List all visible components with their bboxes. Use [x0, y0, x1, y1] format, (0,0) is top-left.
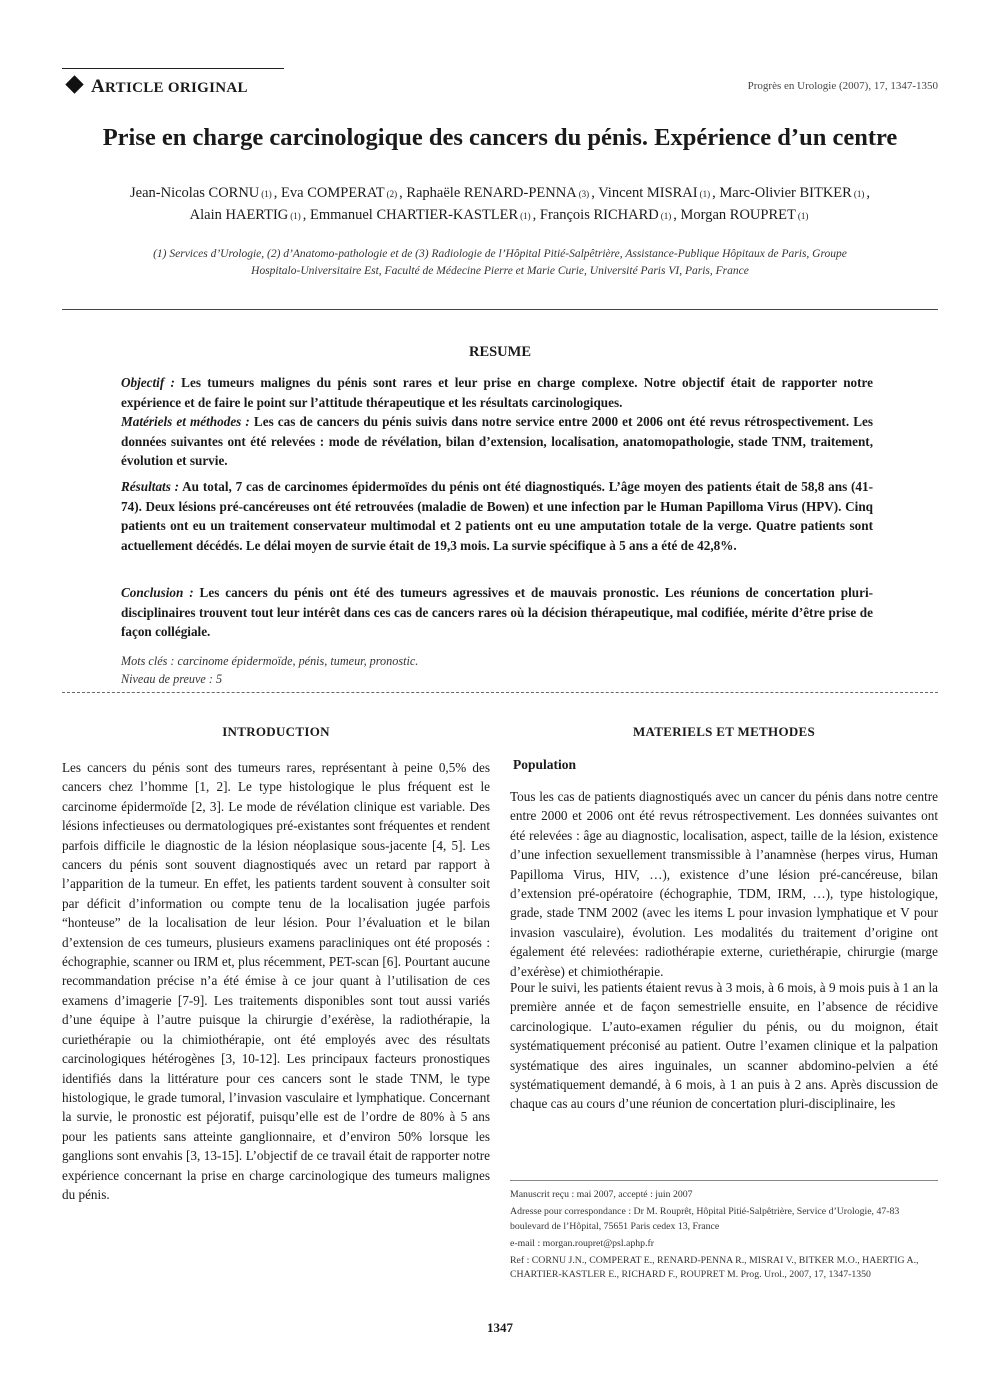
methods-heading: MATERIELS ET METHODES — [632, 724, 816, 739]
diamond-icon — [65, 75, 83, 93]
author-affiliation-mark: (1) — [853, 189, 865, 199]
affiliation-line-2: Hospitalo-Universitaire Est, Faculté de Médecine Pierre et Marie Curie, Université Paris VI, Paris, France — [251, 265, 749, 277]
abstract-divider — [62, 692, 938, 693]
footnote — [510, 1188, 938, 1286]
methods-text: Les cas de cancers du pénis suivis dans notre service entre 2000 et 2006 ont été revus rétrospectivement. Les données suivantes ont été relevées : mode de révélation, bilan d’extension, localisation, anatomopathologie, stade TNM, traitement, évolution et survie. — [121, 414, 874, 469]
affiliation-line-1: (1) Services d’Urologie, (2) d’Anatomo-pathologie et de (3) Radiologie de l’Hôpital Pitié-Salpêtrière, Assistance-Publique Hôpitaux de Paris, Groupe — [153, 248, 847, 260]
keywords-block — [121, 652, 418, 688]
introduction-heading: INTRODUCTION — [222, 724, 330, 739]
author-name: Vincent MISRAI — [598, 185, 698, 201]
conclusion-text: Les cancers du pénis ont été des tumeurs agressives et de mauvais pronostic. Les réunions de concertation pluri-disciplinaires trouvent tout leur intérêt dans ces cas de cancers rares où la décision thérapeutique, mal codifiée, mérite d’être prise de façon collégiale. — [121, 585, 873, 640]
citation-reference: Ref : CORNU J.N., COMPERAT E., RENARD-PENNA R., MISRAI V., BITKER M.O., HAERTIG A., CHARTIER-KASTLER E., RICHARD F., ROUPRET M. Prog. Urol., 2007, 17, 1347-1350 — [510, 1255, 919, 1281]
evidence-level: Niveau de preuve : 5 — [121, 672, 223, 686]
affiliations — [60, 246, 940, 280]
author-name: Marc-Olivier BITKER — [719, 185, 852, 201]
author-list — [60, 183, 940, 227]
author-affiliation-mark: (1) — [660, 211, 672, 221]
correspondence-email: e-mail : morgan.roupret@psl.aphp.fr — [510, 1237, 655, 1249]
author-affiliation-mark: (1) — [261, 189, 272, 199]
author-affiliation-mark: (3) — [578, 189, 590, 199]
abstract-objective-methods — [121, 373, 873, 471]
page-number: 1347 — [487, 1320, 513, 1335]
author-name: Emmanuel CHARTIER-KASTLER — [310, 207, 519, 223]
article-title: Prise en charge carcinologique des cancers du pénis. Expérience d’un centre — [102, 124, 898, 151]
author-name: Morgan ROUPRET — [680, 207, 796, 223]
footnote-divider — [510, 1180, 938, 1181]
population-subheading: Population — [513, 757, 577, 772]
abstract-conclusion — [121, 583, 873, 642]
methods-paragraph-2: Pour le suivi, les patients étaient revus à 3 mois, à 6 mois, à 9 mois puis à 1 an la première année et de façon semestrielle ensuite, en l’absence de récidive carcinologique. L’auto-examen régulier du pénis, ou du moignon, était systématiquement préconisé au patient. Outre l’examen clinique et la palpation systématique des aires inguinales, un scanner abdomino-pelvien a été systématiquement demandé, à 6 mois, à 1 an puis à 2 ans. Après discussion de chaque cas au cours d’une réunion de concertation pluri-disciplinaire, les — [510, 980, 938, 1112]
author-name: Jean-Nicolas CORNU — [130, 185, 260, 201]
correspondence-address: Adresse pour correspondance : Dr M. Rouprêt, Hôpital Pitié-Salpêtrière, Service d’Urologie, 47-83 boulevard de l’Hôpital, 75651 Paris cedex 13, France — [510, 1206, 900, 1232]
objective-text: Les tumeurs malignes du pénis sont rares et leur prise en charge complexe. Notre objectif était de rapporter notre expérience et de faire le point sur l’attitude thérapeutique et les résultats carcinologiques. — [121, 375, 873, 410]
keywords: Mots clés : carcinome épidermoïde, pénis, tumeur, pronostic. — [121, 654, 419, 668]
author-name: Raphaële RENARD-PENNA — [406, 185, 577, 201]
abstract-results — [121, 477, 873, 555]
abstract-title: RESUME — [468, 344, 532, 360]
author-affiliation-mark: (1) — [290, 211, 301, 221]
manuscript-dates: Manuscrit reçu : mai 2007, accepté : juin 2007 — [510, 1189, 693, 1200]
author-name: Alain HAERTIG — [189, 207, 289, 223]
author-affiliation-mark: (1) — [520, 211, 531, 221]
author-name: François RICHARD — [539, 207, 659, 223]
introduction-text: Les cancers du pénis sont des tumeurs rares, représentant à peine 0,5% des cancers chez l’homme [1, 2]. Le type histologique le plus fréquent est le carcinome épidermoïde [2, 3]. Le mode de révélation clinique est variable. Des lésions infectieuses ou dermatologiques pré-existantes sont fréquentes et rendent parfois difficile le diagnostic de la lésion néoplasique sous-jacente [4, 5]. Les cancers du pénis sont souvent diagnostiqués avec un retard par rapport à l’apparition de la tumeur. En effet, les patients tardent souvent à consulter soit par déficit d’information ou compte tenu de la localisation jugée parfois “honteuse” de la localisation de leur lésion. Pour l’évaluation et le bilan d’extension de ces tumeurs, plusieurs examens paracliniques ont été proposés : échographie, scanner ou IRM et, plus récemment, PET-scan [6]. Pourtant aucune recommandation précise n’a été émise à ce jour quant à l’utilisation de ces examens d’imagerie [7-9]. Les traitements disponibles sont tout aussi variés d’une équipe à l’autre puisque la chirurgie d’exérèse, la radiothérapie, la curiethérapie ou la chimiothérapie, ont été employés avec des résultats carcinologiques hétérogènes [3, 10-12]. Les principaux facteurs pronostiques identifiés dans la littérature pour ces cancers sont le stade TNM, le type histologique, le grade tumoral, l’invasion vasculaire et lymphatique. Concernant la survie, le pronostic est péjoratif, puisqu’elle est de l’ordre de 80% à 5 ans pour les patients sans atteinte ganglionnaire, et d’environ 50% lorsque les ganglions sont envahis [3, 13-15]. L’objectif de ce travail était de rapporter notre expérience concernant la prise en charge carcinologique des tumeurs malignes du pénis. — [62, 760, 490, 1202]
affiliation-divider — [62, 309, 938, 310]
objective-label: Objectif : — [121, 375, 175, 390]
article-type-label: ARTICLE ORIGINAL — [62, 76, 248, 98]
header-top-rule — [62, 68, 284, 69]
methods-paragraph-1: Tous les cas de patients diagnostiqués avec un cancer du pénis dans notre centre entre 2000 et 2006 ont été revus rétrospectivement. Les données suivantes ont été relevées : âge au diagnostic, localisation, aspect, taille de la lésion, existence d’une infection sexuellement transmissible à l’anamnèse (herpes virus, Human Papilloma Virus, HIV, …), existence d’une lésion pré-cancéreuse, bilan d’extension pré-opératoire (échographie, TDM, IRM, …), type histologique, grade, stade TNM 2002 (avec les items L pour invasion lymphatique et V pour invasion vasculaire), évolution. Les modalités du traitement d’origine ont également été relevées: radiothérapie externe, curiethérapie, chirurgie (marge d’exérèse) et chimiothérapie. — [510, 789, 938, 979]
conclusion-label: Conclusion : — [121, 585, 194, 600]
results-text: Au total, 7 cas de carcinomes épidermoïdes du pénis ont été diagnostiqués. L’âge moyen des patients était de 58,8 ans (41-74). Deux lésions pré-cancéreuses ont été retrouvées (maladie de Bowen) et une infection par le Human Papilloma Virus (HPV). Cinq patients ont eu un traitement conservateur multimodal et 2 patients ont eu une amputation totale de la verge. Quatre patients sont actuellement décédés. Le délai moyen de survie était de 19,3 mois. La survie spécifique à 5 ans a été de 42,8%. — [121, 479, 873, 553]
author-affiliation-mark: (1) — [699, 189, 711, 199]
results-label: Résultats : — [121, 479, 180, 494]
author-name: Eva COMPERAT — [281, 185, 385, 201]
author-affiliation-mark: (2) — [386, 189, 398, 199]
author-line-2: Alain HAERTIG (1) , Emmanuel CHARTIER-KASTLER (1) , François RICHARD (1) , Morgan ROUPRET (1) — [189, 207, 809, 223]
author-line-1: Jean-Nicolas CORNU (1) , Eva COMPERAT (2) , Raphaële RENARD-PENNA (3) , Vincent MISRAI (1) , Marc-Olivier BITKER (1) , — [130, 185, 870, 201]
methods-label: Matériels et méthodes : — [121, 414, 250, 430]
author-affiliation-mark: (1) — [797, 211, 809, 221]
journal-reference: Progrès en Urologie (2007), 17, 1347-1350 — [747, 80, 938, 92]
